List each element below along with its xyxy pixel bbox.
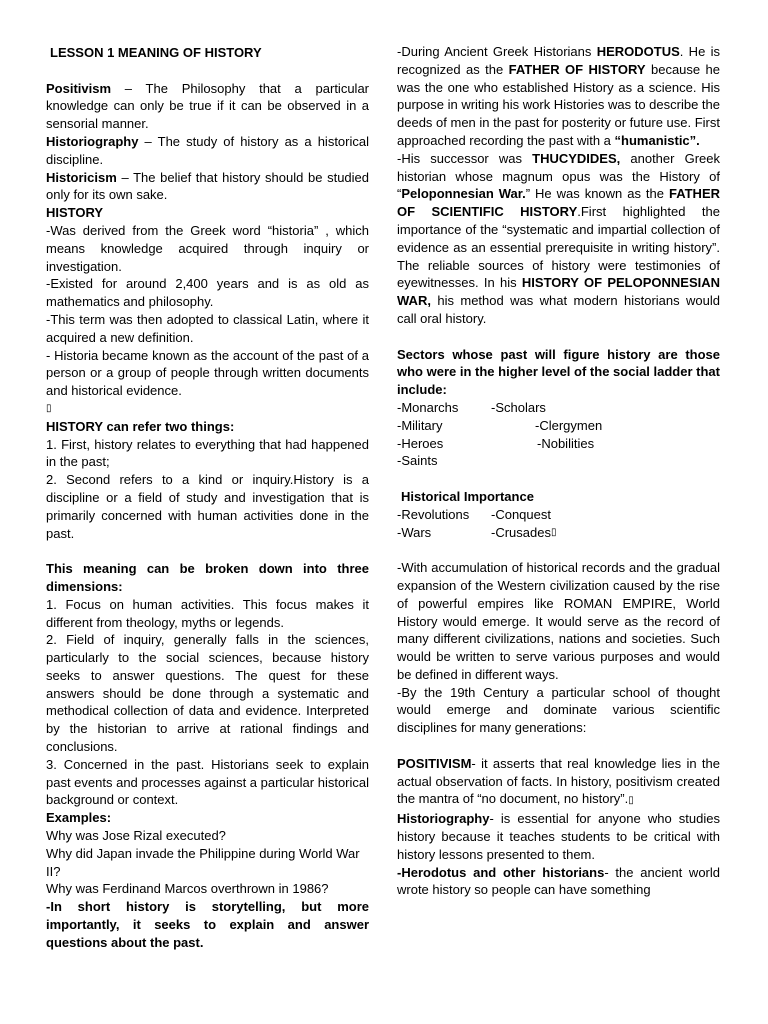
history-paragraph-2: -Existed for around 2,400 years and is as old as mathematics and philosophy. (46, 276, 369, 310)
historicism-definition: Historicism – The belief that history should be studied only for its own sake. (46, 169, 369, 203)
sector-row: -Heroes -Nobilities (397, 435, 595, 451)
placeholder-glyph: ▯ (46, 402, 52, 414)
sector-row: -Saints (397, 453, 438, 469)
dimension-1: 1. Focus on human activities. This focus makes it different from theology, myths or legends. (46, 596, 369, 630)
history-paragraph-1: -Was derived from the Greek word “historia” , which means knowledge acquired through inquiry or investigation. (46, 222, 369, 274)
page-title: LESSON 1 MEANING OF HISTORY (50, 45, 262, 60)
historiography-paragraph: Historiography- is essential for anyone who studies history because it teaches students to be critical with history lessons presented to them. (397, 811, 720, 862)
history-paragraph-3: -This term was then adopted to classical Latin, where it acquired a new definition. (46, 311, 369, 345)
history-heading: HISTORY (46, 205, 104, 221)
positivism-definition: Positivism – The Philosophy that a particular knowledge can only be true if it can be observed in a sensorial manner. (46, 80, 369, 132)
closing-statement: -In short history is storytelling, but more importantly, it seeks to explain and answer questions about the past. (46, 899, 369, 950)
example-question-1: Why was Jose Rizal executed? (46, 828, 226, 844)
herodotus-paragraph: -During Ancient Greek Historians HERODOTUS. He is recognized as the FATHER OF HISTORY because he was the one who established History as a science. His purpose in writing his work Histories was to describe the deeds of men in the past for posterity or future use. First approached recording the past with a “humanistic”. (397, 44, 720, 148)
positivism-paragraph: POSITIVISM- it asserts that real knowledge lies in the actual observation of facts. In history, positivism created the mantra of “no document, no history”.▯ (397, 755, 720, 807)
herodotus-historians-paragraph: -Herodotus and other historians- the ancient world wrote history so people can have something (397, 864, 720, 898)
importance-row: -Revolutions -Conquest (397, 506, 551, 522)
century-paragraph: -By the 19th Century a particular school of thought would emerge and dominate various scientific disciplines for many generations: (397, 684, 720, 736)
left-column (46, 44, 369, 952)
dimensions-heading: This meaning can be broken down into three dimensions: (46, 561, 369, 594)
sectors-heading: Sectors whose past will figure history are those who were in the higher level of the social ladder that include: (397, 346, 720, 398)
sector-row: -Monarchs -Scholars (397, 399, 546, 415)
dimension-3: 3. Concerned in the past. Historians seek to explain past events and processes against a particular historical background or context. (46, 756, 370, 808)
thucydides-paragraph: -His successor was THUCYDIDES, another Greek historian whose magnum opus was the History of “Peloponnesian War.” He was known as the FATHER OF SCIENTIFIC HISTORY.First highlighted the importance of the “systematic and impartial collection of evidence as an essential prerequisite in writing history”. The reliable sources of history were testimonies of eyewitnesses. In his HISTORY OF PELOPONNESIAN WAR, his method was what modern historians would call oral history. (397, 150, 721, 326)
accumulation-paragraph: -With accumulation of historical records and the gradual expansion of the Western civilization caused by the rise of powerful empires like ROMAN EMPIRE, World History would emerge. It would serve as the record of many different civilizations, nations and societies. Such would be written to serve various purposes and would be defined in different ways. (397, 560, 720, 682)
historiography-definition: Historiography – The study of history as a historical discipline. (46, 133, 369, 167)
sector-row: -Military -Clergymen (397, 417, 603, 433)
examples-heading: Examples: (46, 810, 112, 826)
right-column (397, 43, 720, 899)
history-paragraph-4: - Historia became known as the account of the past of a person or a group of people through written documents and historical evidence. (46, 347, 369, 399)
example-question-2: Why did Japan invade the Philippine during World War II? (46, 845, 360, 879)
dimension-2: 2. Field of inquiry, generally falls in the sciences, particularly to the social sciences, because history seeks to answer questions. The quest for these answers should be done through a systematic and methodical collection of data and evidence. Interpreted by the historian to arrive at rational findings and conclusions. (46, 632, 369, 755)
two-things-item-2: 2. Second refers to a kind or inquiry.History is a discipline or a field of study and investigation that is primarily concerned with human activities done in the past. (46, 472, 369, 541)
importance-heading: Historical Importance (401, 488, 534, 504)
two-things-heading: HISTORY can refer two things: (46, 418, 235, 434)
two-things-item-1: 1. First, history relates to everything that had happened in the past; (46, 436, 369, 470)
importance-row: -Wars -Crusades ▯ (397, 524, 557, 540)
example-question-3: Why was Ferdinand Marcos overthrown in 1986? (46, 881, 329, 897)
placeholder-glyph: ▯ (550, 526, 557, 538)
